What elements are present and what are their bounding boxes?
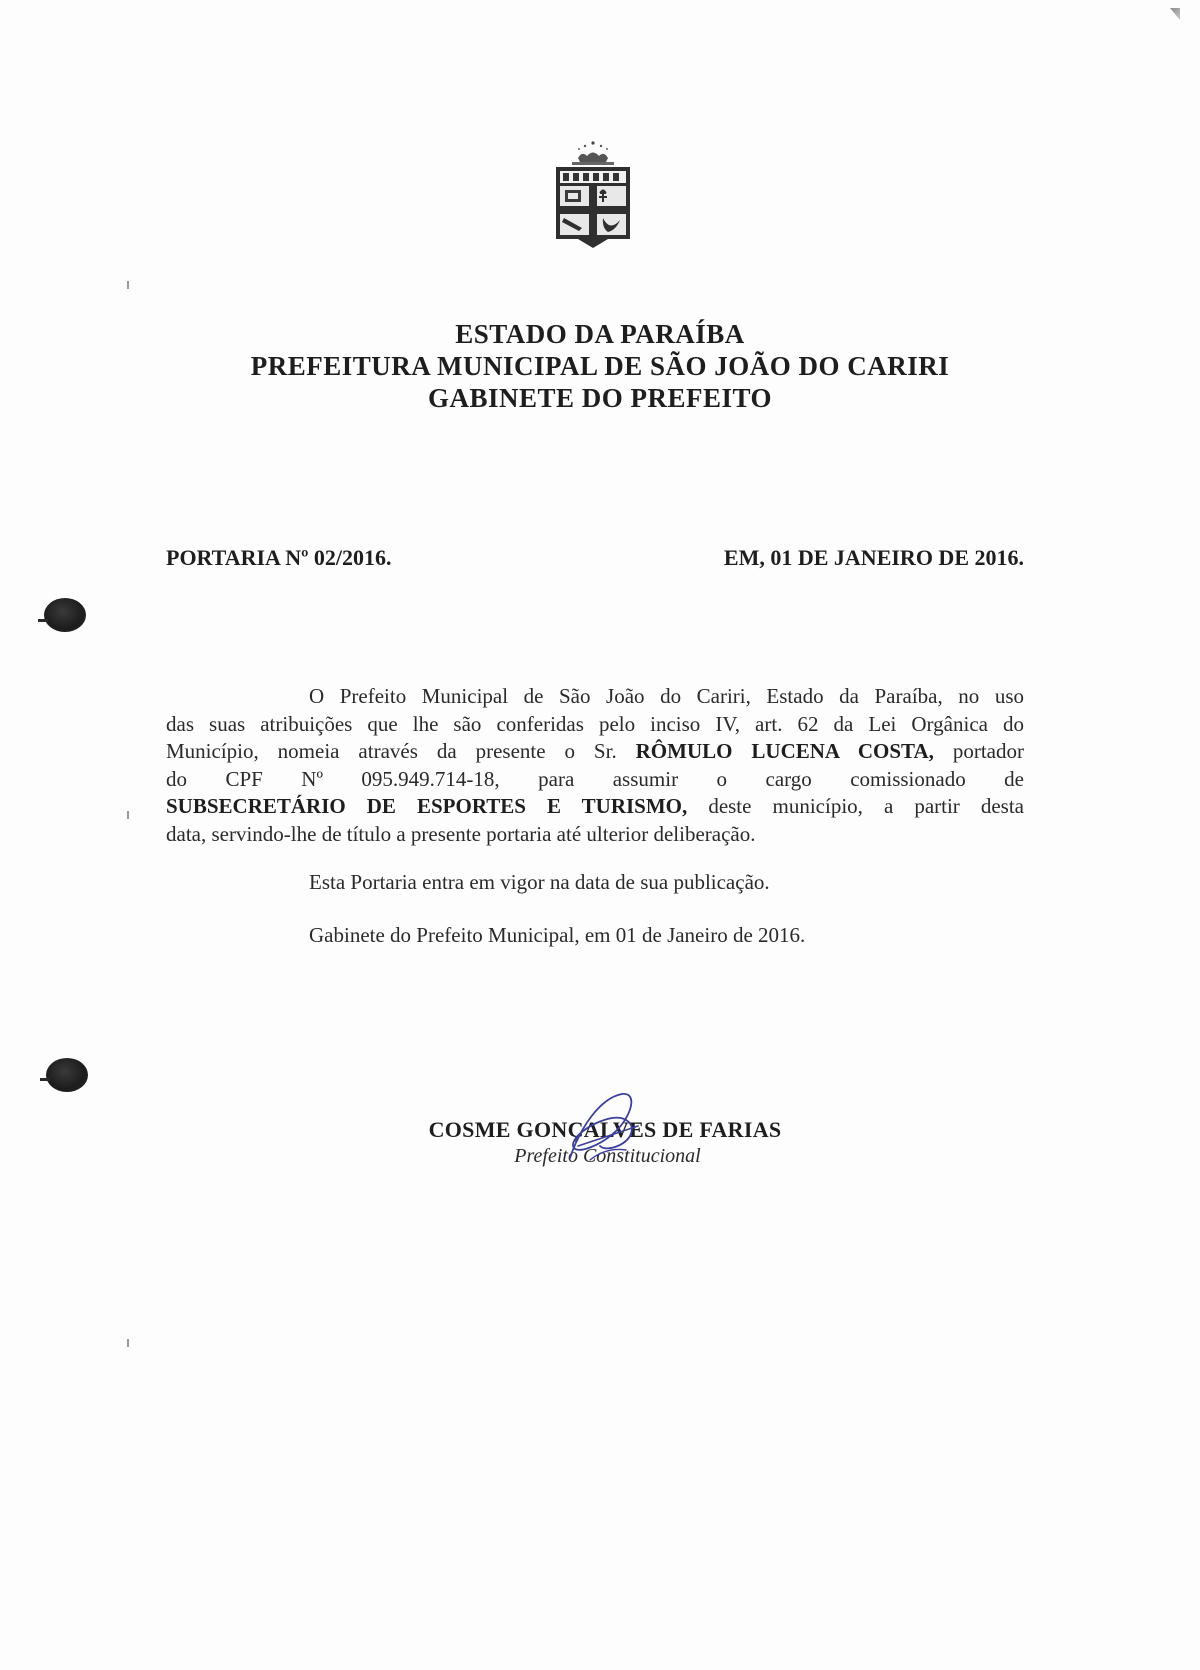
scan-speck	[127, 281, 129, 289]
header-office: GABINETE DO PREFEITO	[427, 383, 773, 413]
portaria-number: PORTARIA Nº 02/2016.	[166, 545, 392, 570]
scan-speck	[127, 1339, 129, 1347]
portaria-date: EM, 01 DE JANEIRO DE 2016.	[723, 545, 1024, 570]
header-state: ESTADO DA PARAÍBA	[455, 319, 745, 349]
appointee-name: RÔMULO LUCENA COSTA,	[635, 739, 934, 764]
body-line: O Prefeito Municipal de São João do Cariri, Estado da Paraíba, no uso	[309, 684, 1024, 708]
body-line: do CPF Nº 095.949.714-18, para assumir o cargo comissionado de	[166, 766, 1024, 791]
signatory-title: Prefeito Constitucional	[514, 1145, 701, 1167]
body-line: data, servindo-lhe de título a presente portaria até ulterior deliberação.	[166, 821, 756, 846]
body-line-text: portador	[952, 739, 1024, 764]
municipal-coat-of-arms-icon	[548, 140, 638, 255]
closing-paragraph: Gabinete do Prefeito Municipal, em 01 de Janeiro de 2016.	[309, 923, 806, 947]
signatory-name: COSME GONÇALVES DE FARIAS	[428, 1117, 782, 1142]
header-municipality: PREFEITURA MUNICIPAL DE SÃO JOÃO DO CARIRI	[250, 351, 950, 381]
body-line-text: Município, nomeia através da presente o Sr.	[166, 739, 617, 764]
punch-hole-top	[44, 598, 86, 632]
punch-hole-bottom	[46, 1058, 88, 1092]
effective-date-paragraph: Esta Portaria entra em vigor na data de sua publicação.	[309, 870, 770, 894]
body-line-text: deste município, a partir desta	[708, 794, 1024, 819]
body-line	[166, 793, 1024, 821]
punch-hole-bottom-mark	[40, 1078, 50, 1081]
body-line: das suas atribuições que lhe são conferidas pelo inciso IV, art. 62 da Lei Orgânica do	[166, 711, 1024, 736]
scan-speck	[127, 811, 129, 819]
document-header	[0, 318, 1200, 414]
body-line	[166, 738, 1024, 766]
punch-hole-top-mark	[38, 619, 48, 622]
appointed-role: SUBSECRETÁRIO DE ESPORTES E TURISMO,	[166, 794, 688, 819]
appointment-paragraph	[166, 683, 1024, 849]
handwritten-signature	[560, 1088, 650, 1168]
scan-corner-mark	[1170, 8, 1180, 20]
